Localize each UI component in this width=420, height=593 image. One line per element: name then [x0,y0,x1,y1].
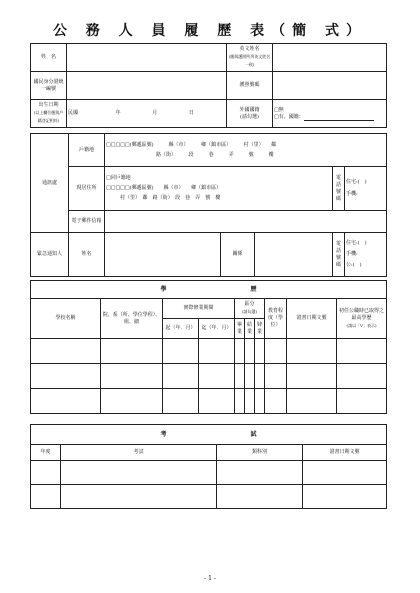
current-address-label: 現居住所 [69,167,105,211]
checkbox-same-as[interactable]: □ [106,175,111,181]
foreign-label: 外國國籍 (請勾選) [227,100,273,128]
emergency-phone-field[interactable]: 住宅:( ) 手機: 公:( ) [345,233,387,277]
nationality-field[interactable] [304,115,374,121]
eng-name-field[interactable] [273,44,387,72]
education-section-title: 學 歷 [31,281,387,299]
col-status: 區分 (請勾選) [235,299,265,319]
exam-table [30,424,387,509]
passport-label: 護照號碼 [227,72,273,100]
table-row [31,364,387,389]
household-field[interactable]: □□□□□(郵遞區號) 縣（市） 鄉（鎮市區） 村（里） 鄰 路（街） 段 巷 弄 號 樓 [105,134,387,167]
emergency-label: 緊急通知人 [31,233,69,277]
id-label: 國民身分證統一編號 [31,72,67,100]
col-grad: 畢業 [235,319,245,339]
col-done: 結業 [245,319,255,339]
passport-field[interactable] [273,72,387,100]
address-section-label: 通訊處 [31,134,69,233]
birth-field[interactable]: 民國 年 月 日 [67,100,227,128]
col-period: 實際修業期間 [163,299,235,319]
foreign-field: □無 □有，國籍： [273,100,387,128]
name-label: 姓 名 [31,44,67,72]
col-from: 起（年．月） [163,319,199,339]
phone-label: 電話號碼 [333,167,345,211]
email-field[interactable] [105,211,387,233]
table-row [31,389,387,414]
col-quit: 肄業 [255,319,265,339]
birth-label: 出生日期 (以上欄位應與戶籍登記相符) [31,100,67,128]
email-label: 電子郵件信箱 [69,211,105,233]
name-field[interactable] [67,44,227,72]
col-exam-cert: 證書日期文號 [303,445,387,461]
eng-name-label: 英文姓名 (應與護照所列英文姓名一致) [227,44,273,72]
col-to: 迄（年．月） [199,319,235,339]
current-address-field[interactable]: □同戶籍地 □□□□□(郵遞區號) 縣（市） 鄉（鎮市區） 村（里） 鄰 路（街） 段 巷 弄 號 樓 [105,167,333,211]
emergency-phone-label: 電話號碼 [333,233,345,277]
checkbox-yes[interactable]: □ [274,113,279,120]
checkbox-none[interactable]: □ [274,106,279,113]
household-label: 戶籍地 [69,134,105,167]
table-row [31,485,387,509]
relation-label: 關係 [221,233,255,277]
col-cert: 證書日期文號 [287,299,337,339]
id-field[interactable] [67,72,227,100]
emergency-name-label: 姓名 [69,233,105,277]
table-row [31,461,387,485]
emergency-name-field[interactable] [105,233,221,277]
education-table [30,280,387,414]
page-number: - 1 - [204,575,216,582]
col-exam: 考試 [61,445,217,461]
exam-section-title: 考 試 [31,425,387,445]
col-school: 學校名稱 [31,299,101,339]
col-year: 年度 [31,445,61,461]
page-title: 公 務 人 員 履 歷 表（簡 式） [52,23,368,39]
phone-field[interactable]: 住宅:( ) 手機: [345,167,387,211]
table-row [31,339,387,364]
col-dept: 院、系（所、學位學程）、組、細 [101,299,163,339]
relation-field[interactable] [255,233,333,277]
address-table [30,133,387,277]
col-degree: 教育程度（學位） [265,299,287,339]
col-highest: 初任公職時已取得之最高學歷 (請以「V」表示) [337,299,387,339]
basic-info-table [30,43,387,128]
col-class: 類科別 [217,445,303,461]
